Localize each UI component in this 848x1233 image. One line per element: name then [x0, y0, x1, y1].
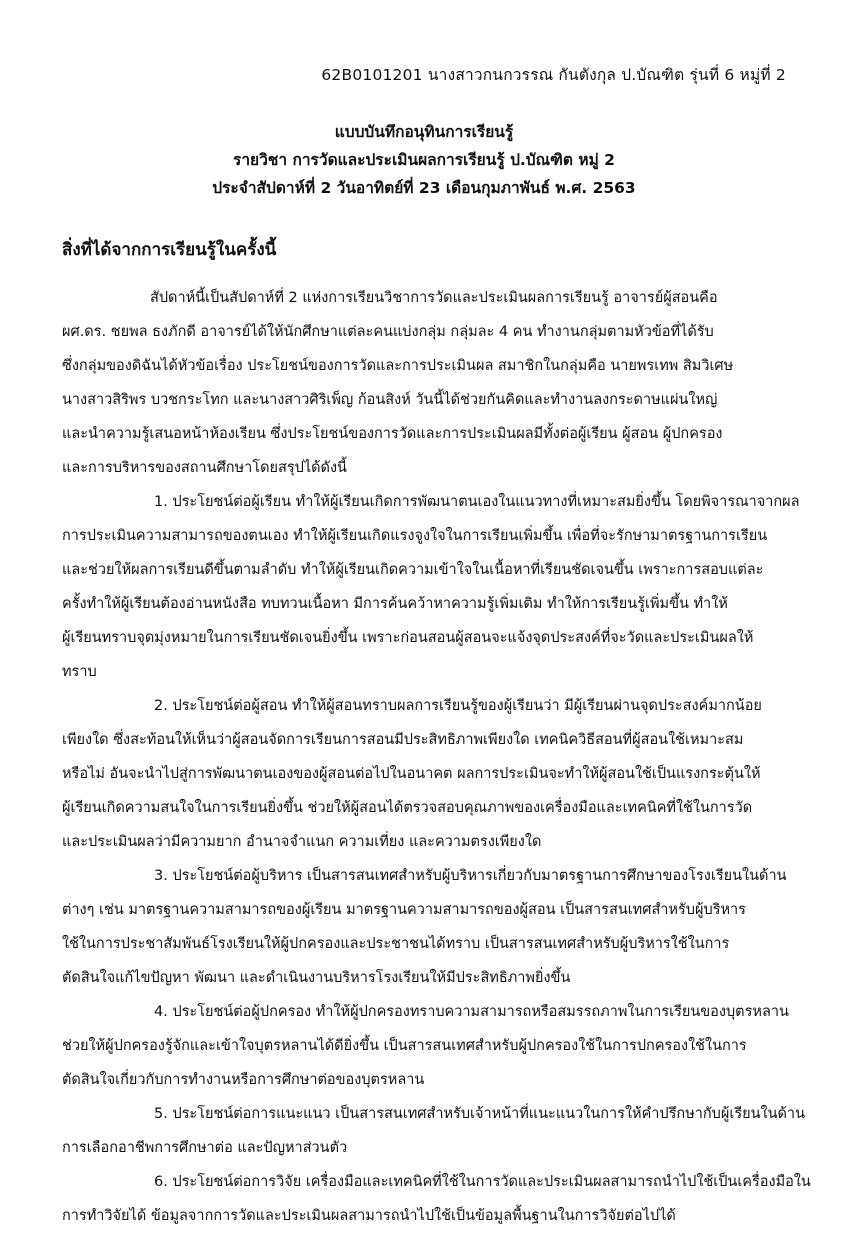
- item-5-line: การเลือกอาชีพการศึกษาต่อ และปัญหาส่วนตัว: [62, 1140, 348, 1156]
- item-4-line: ตัดสินใจเกี่ยวกับการทำงานหรือการศึกษาต่อของบุตรหลาน: [62, 1072, 425, 1088]
- item-5-line: 5. ประโยชน์ต่อการแนะแนว เป็นสารสนเทศสำหรับเจ้าหน้าที่แนะแนวในการให้คำปรึกษากับผู้เรียนในด้าน: [154, 1106, 805, 1122]
- item-4-line: ช่วยให้ผู้ปกครองรู้จักและเข้าใจบุตรหลานได้ดียิ่งขึ้น เป็นสารสนเทศสำหรับผู้ปกครองใช้ในการปกครองใช้ในการ: [62, 1038, 747, 1054]
- intro-line: นางสาวสิริพร บวชกระโทก และนางสาวศิริเพ็ญ ก้อนสิงห์ วันนี้ได้ช่วยกันคิดและทำงานลงกระดาษแผ่นใหญ่: [62, 392, 718, 408]
- item-1-line: และช่วยให้ผลการเรียนดีขึ้นตามลำดับ ทำให้ผู้เรียนเกิดความเข้าใจในเนื้อหาที่เรียนชัดเจนขึ้น เพราะการสอบแต่ละ: [62, 562, 764, 578]
- intro-line: และการบริหารของสถานศึกษาโดยสรุปได้ดังนี้: [62, 460, 347, 476]
- intro-line: และนำความรู้เสนอหน้าห้องเรียน ซึ่งประโยชน์ของการวัดและการประเมินผลมีทั้งต่อผู้เรียน ผู้สอน ผู้ปกครอง: [62, 426, 723, 442]
- item-2-line: และประเมินผลว่ามีความยาก อำนาจจำแนก ความเที่ยง และความตรงเพียงใด: [62, 834, 542, 850]
- intro-line: ผศ.ดร. ชยพล ธงภักดี อาจารย์ได้ให้นักศึกษาแต่ละคนแบ่งกลุ่ม กลุ่มละ 4 คน ทำงานกลุ่มตามหัวข้อที่ได้รับ: [62, 324, 714, 340]
- intro-line: ซึ่งกลุ่มของดิฉันได้หัวข้อเรื่อง ประโยชน์ของการวัดและการประเมินผล สมาชิกในกลุ่มคือ นายพรเทพ สิมวิเศษ: [62, 358, 734, 374]
- title-line-3: ประจำสัปดาห์ที่ 2 วันอาทิตย์ที่ 23 เดือนกุมภาพันธ์ พ.ศ. 2563: [212, 179, 636, 197]
- item-2-line: 2. ประโยชน์ต่อผู้สอน ทำให้ผู้สอนทราบผลการเรียนรู้ของผู้เรียนว่า มีผู้เรียนผ่านจุดประสงค์มากน้อย: [154, 698, 762, 714]
- item-6-line: 6. ประโยชน์ต่อการวิจัย เครื่องมือและเทคนิคที่ใช้ในการวัดและประเมินผลสามารถนำไปใช้เป็นเครื่องมือใน: [154, 1174, 811, 1190]
- item-2-line: ผู้เรียนเกิดความสนใจในการเรียนยิ่งขึ้น ช่วยให้ผู้สอนได้ตรวจสอบคุณภาพของเครื่องมือและเทคนิคที่ใช้ในการวัด: [62, 800, 753, 816]
- item-1-line: ครั้งทำให้ผู้เรียนต้องอ่านหนังสือ ทบทวนเนื้อหา มีการค้นคว้าหาความรู้เพิ่มเติม ทำให้การเรียนรู้เพิ่มขึ้น ทำให้: [62, 596, 728, 612]
- item-6-line: การทำวิจัยได้ ข้อมูลจากการวัดและประเมินผลสามารถนำไปใช้เป็นข้อมูลพื้นฐานในการวิจัยต่อไปได้: [62, 1208, 676, 1224]
- item-2-line: หรือไม่ อันจะนำไปสู่การพัฒนาตนเองของผู้สอนต่อไปในอนาคต ผลการประเมินจะทำให้ผู้สอนใช้เป็นแรงกระตุ้นให้: [62, 766, 761, 782]
- item-3-line: ใช้ในการประชาสัมพันธ์โรงเรียนให้ผู้ปกครองและประชาชนได้ทราบ เป็นสารสนเทศสำหรับผู้บริหารใช้ในการ: [62, 936, 730, 952]
- item-3-line: ตัดสินใจแก้ไขปัญหา พัฒนา และดำเนินงานบริหารโรงเรียนให้มีประสิทธิภาพยิ่งขึ้น: [62, 970, 571, 986]
- item-3-line: 3. ประโยชน์ต่อผู้บริหาร เป็นสารสนเทศสำหรับผู้บริหารเกี่ยวกับมาตรฐานการศึกษาของโรงเรียนในด้าน: [154, 868, 787, 884]
- title-line-1: แบบบันทึกอนุทินการเรียนรู้: [334, 123, 514, 141]
- item-4-line: 4. ประโยชน์ต่อผู้ปกครอง ทำให้ผู้ปกครองทราบความสามารถหรือสมรรถภาพในการเรียนของบุตรหลาน: [154, 1004, 789, 1020]
- item-1-line: 1. ประโยชน์ต่อผู้เรียน ทำให้ผู้เรียนเกิดการพัฒนาตนเองในแนวทางที่เหมาะสมยิ่งขึ้น โดยพิจารณาจากผล: [154, 494, 800, 510]
- item-1-line: การประเมินความสามารถของตนเอง ทำให้ผู้เรียนเกิดแรงจูงใจในการเรียนเพิ่มขึ้น เพื่อที่จะรักษามาตรฐานการเรียน: [62, 528, 768, 544]
- item-1-line: ทราบ: [62, 664, 97, 680]
- section-title: สิ่งที่ได้จากการเรียนรู้ในครั้งนี้: [62, 240, 277, 260]
- student-info: 62B0101201 นางสาวกนกวรรณ กันตังกุล ป.บัณฑิต รุ่นที่ 6 หมู่ที่ 2: [321, 66, 786, 84]
- title-line-2: รายวิชา การวัดและประเมินผลการเรียนรู้ ป.บัณฑิต หมู่ 2: [233, 151, 615, 169]
- item-3-line: ต่างๆ เช่น มาตรฐานความสามารถของผู้เรียน มาตรฐานความสามารถของผู้สอน เป็นสารสนเทศสำหรับผู้บริหาร: [62, 902, 746, 918]
- intro-line: สัปดาห์นี้เป็นสัปดาห์ที่ 2 แห่งการเรียนวิชาการวัดและประเมินผลการเรียนรู้ อาจารย์ผู้สอนคือ: [150, 290, 718, 306]
- item-2-line: เพียงใด ซึ่งสะท้อนให้เห็นว่าผู้สอนจัดการเรียนการสอนมีประสิทธิภาพเพียงใด เทคนิควิธีสอนที่ผู้สอนใช้เหมาะสม: [62, 732, 744, 748]
- document-title: [0, 118, 848, 202]
- item-1-line: ผู้เรียนทราบจุดมุ่งหมายในการเรียนชัดเจนยิ่งขึ้น เพราะก่อนสอนผู้สอนจะแจ้งจุดประสงค์ที่จะวัดและประเมินผลให้: [62, 630, 754, 646]
- document-body: [62, 281, 811, 1233]
